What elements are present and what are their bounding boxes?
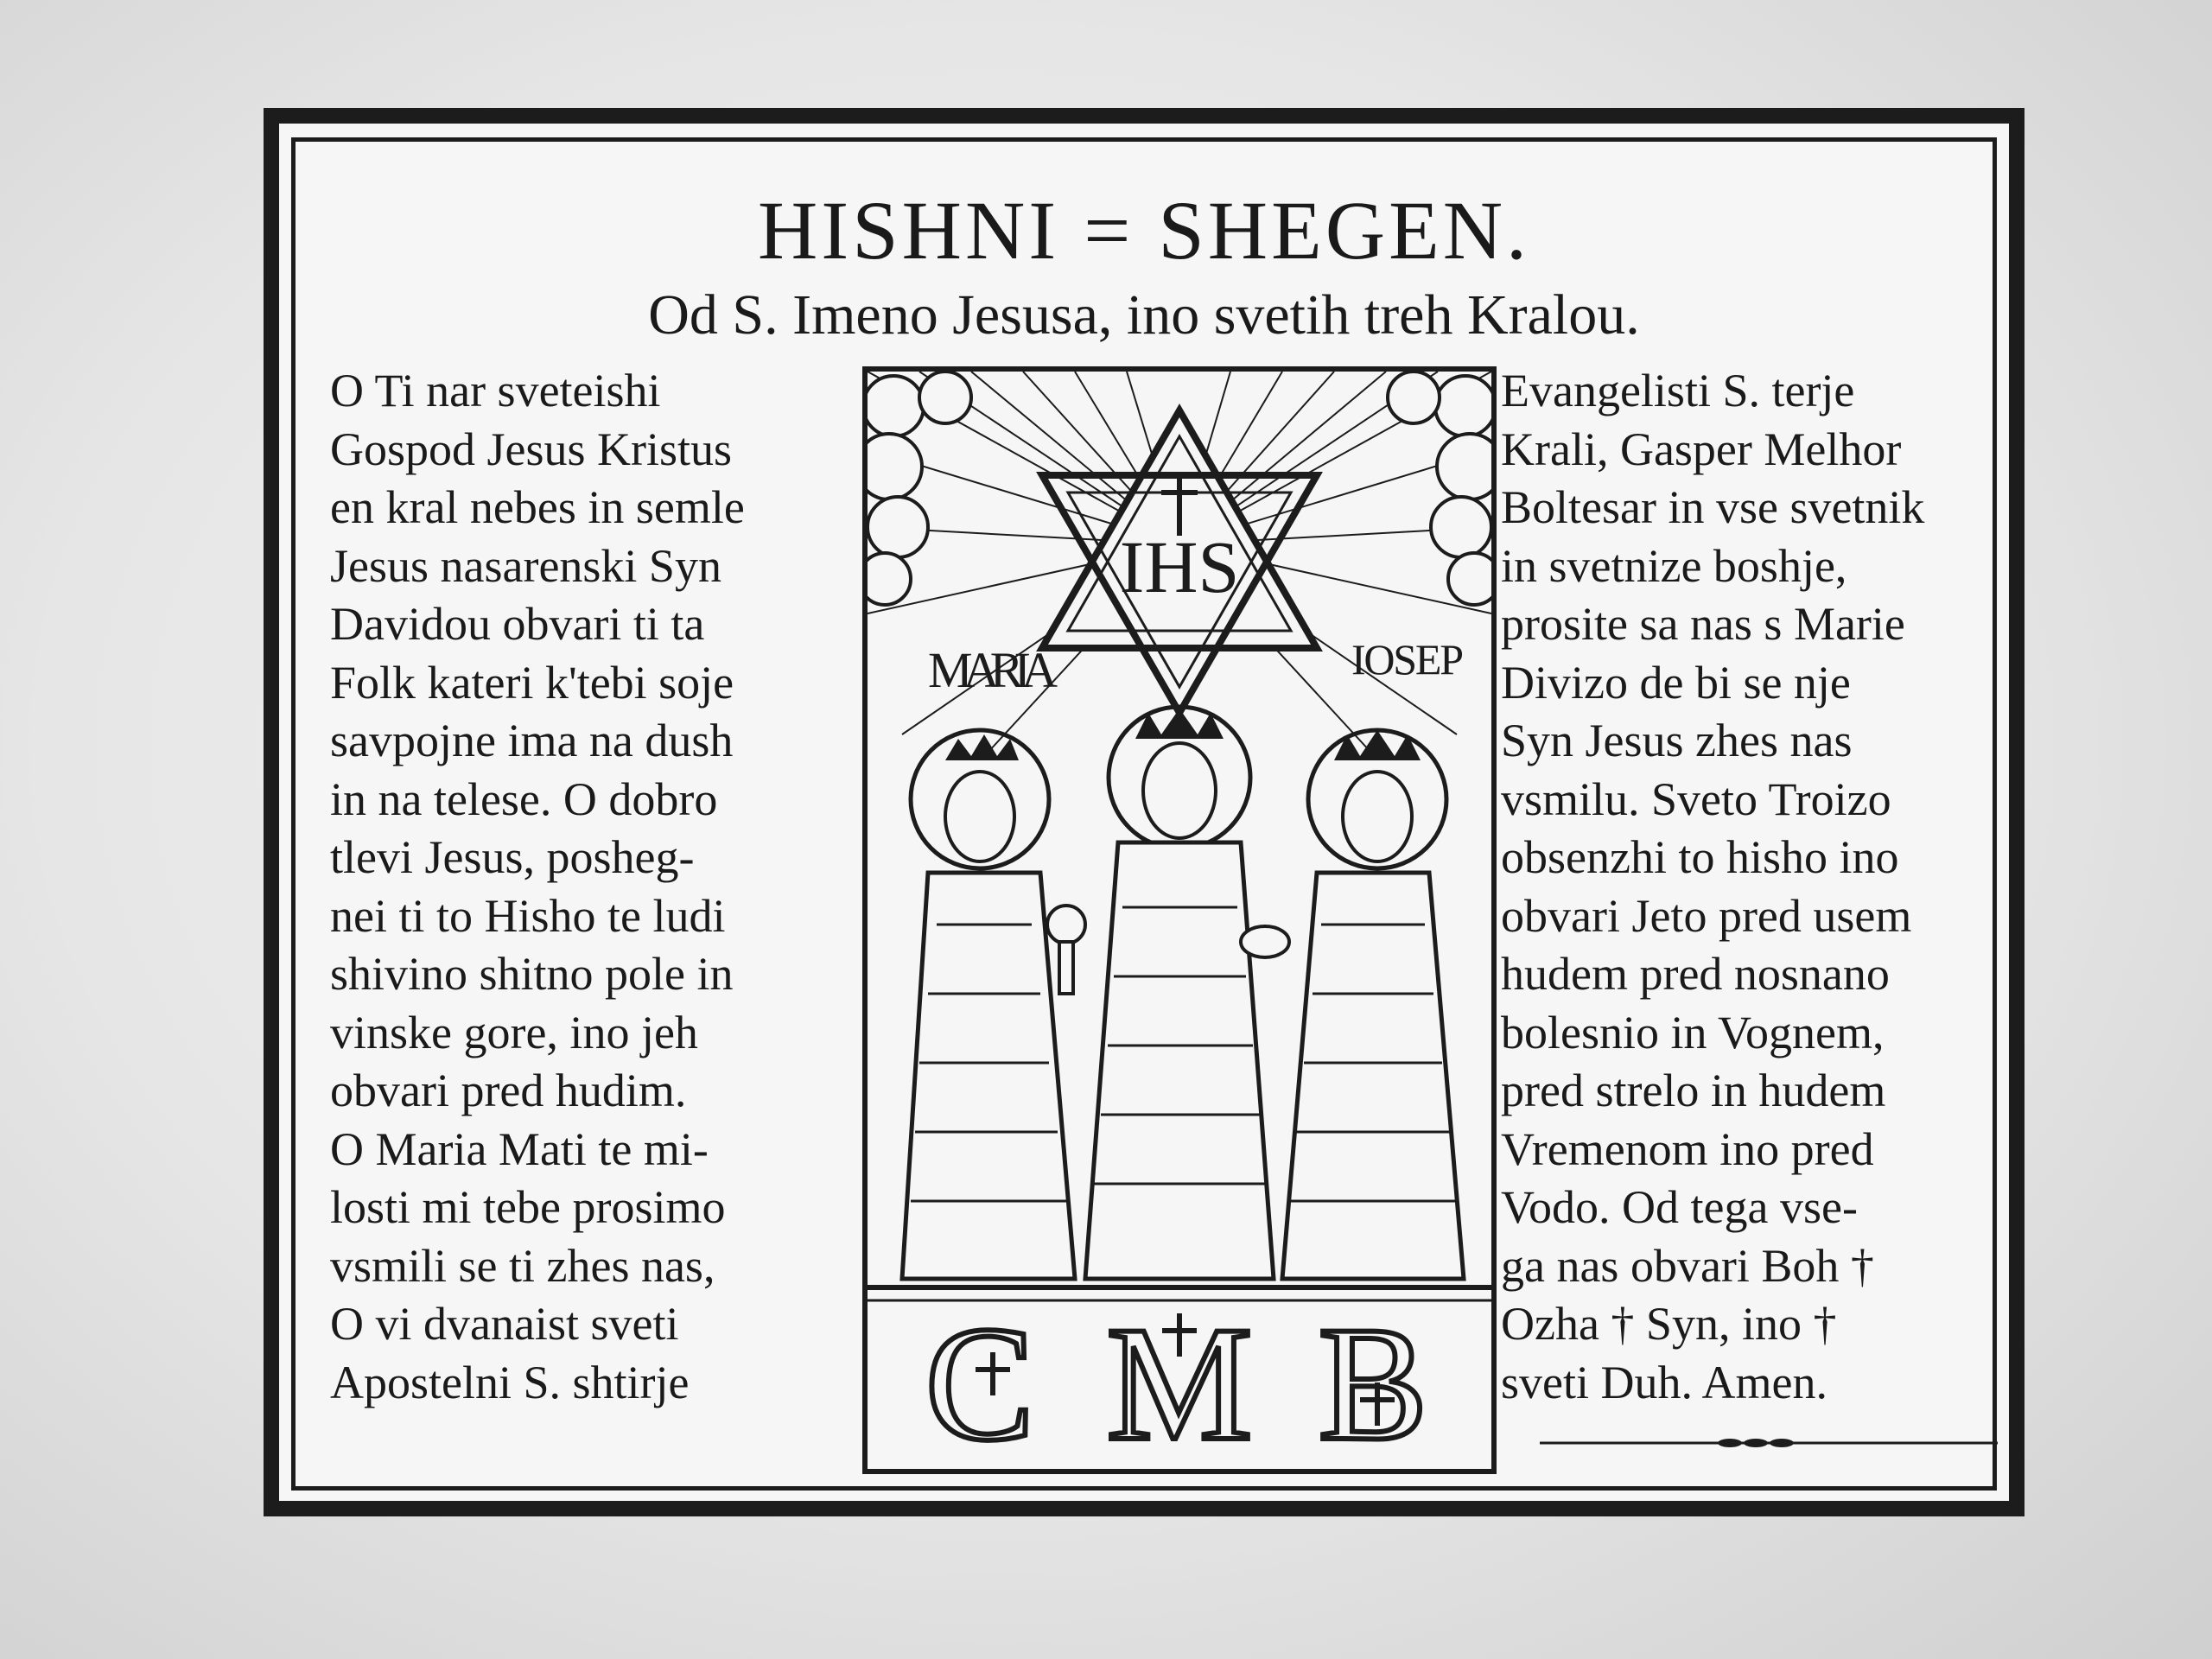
ihs-monogram: IHS xyxy=(1119,525,1240,608)
text-line: Apostelni S. shtirje xyxy=(330,1356,690,1408)
text-line: ga nas obvari Boh † xyxy=(1501,1239,1874,1292)
text-line: prosite sa nas s Marie xyxy=(1501,598,1905,650)
text-line: Divizo de bi se nje xyxy=(1501,656,1851,709)
text-line: pred strelo in hudem xyxy=(1501,1065,1886,1116)
text-line: savpojne ima na dush xyxy=(330,715,734,766)
text-line: Jesus nasarenski Syn xyxy=(330,539,721,592)
text-line: en kral nebes in semle xyxy=(330,481,745,533)
letter-c: C xyxy=(925,1294,1035,1469)
text-line: shivino shitno pole in xyxy=(330,948,734,1000)
text-line: tlevi Jesus, posheg- xyxy=(330,831,695,883)
text-line: in na telese. O dobro xyxy=(330,772,718,825)
text-line: in svetnize boshje, xyxy=(1501,539,1847,592)
text-line: obsenzhi to hisho ino xyxy=(1501,831,1899,883)
maria-monogram: MARIA xyxy=(928,642,1058,698)
text-line: Davidou obvari ti ta xyxy=(330,598,705,650)
text-line: O vi dvanaist sveti xyxy=(330,1298,679,1350)
woodcut-illustration xyxy=(862,366,1497,1474)
right-text-column xyxy=(1501,362,2002,1412)
text-line: Krali, Gasper Melhor xyxy=(1501,423,1902,475)
text-line: Evangelisti S. terje xyxy=(1501,365,1855,416)
text-line: Folk kateri k'tebi soje xyxy=(330,656,734,709)
text-line: O Ti nar sveteishi xyxy=(330,365,661,416)
text-line: vsmilu. Sveto Troizo xyxy=(1501,772,1891,825)
text-line: Ozha † Syn, ino † xyxy=(1501,1298,1837,1350)
text-line: losti mi tebe prosimo xyxy=(330,1181,726,1233)
print-inner-border xyxy=(291,137,1997,1491)
text-line: Boltesar in vse svetnik xyxy=(1501,481,1925,533)
woodcut-svg xyxy=(868,372,1491,1469)
text-line: obvari pred hudim. xyxy=(330,1065,687,1116)
iosep-monogram: IOSEP xyxy=(1351,635,1464,683)
print-outer-border xyxy=(264,108,2024,1516)
text-line: sveti Duh. Amen. xyxy=(1501,1356,1827,1408)
text-line: Syn Jesus zhes nas xyxy=(1501,715,1853,766)
text-line: vsmili se ti zhes nas, xyxy=(330,1239,715,1292)
letter-m: M xyxy=(1106,1294,1253,1469)
text-line: obvari Jeto pred usem xyxy=(1501,889,1912,942)
page-title: HISHNI = SHEGEN. xyxy=(757,184,1531,276)
text-line: bolesnio in Vognem, xyxy=(1501,1006,1885,1058)
star-of-david xyxy=(1042,410,1317,713)
text-line: Vremenom ino pred xyxy=(1501,1122,1874,1175)
ornamental-rule xyxy=(1540,1438,1998,1448)
text-line: vinske gore, ino jeh xyxy=(330,1006,698,1058)
text-line: hudem pred nosnano xyxy=(1501,948,1890,1000)
letter-b: B xyxy=(1318,1294,1428,1469)
left-text-column xyxy=(330,362,866,1412)
text-line: Vodo. Od tega vse- xyxy=(1501,1181,1858,1233)
text-line: Gospod Jesus Kristus xyxy=(330,423,733,475)
page-subtitle: Od S. Imeno Jesusa, ino svetih treh Kralou. xyxy=(648,283,1640,346)
text-line: nei ti to Hisho te ludi xyxy=(330,889,726,942)
text-line: O Maria Mati te mi- xyxy=(330,1122,709,1175)
